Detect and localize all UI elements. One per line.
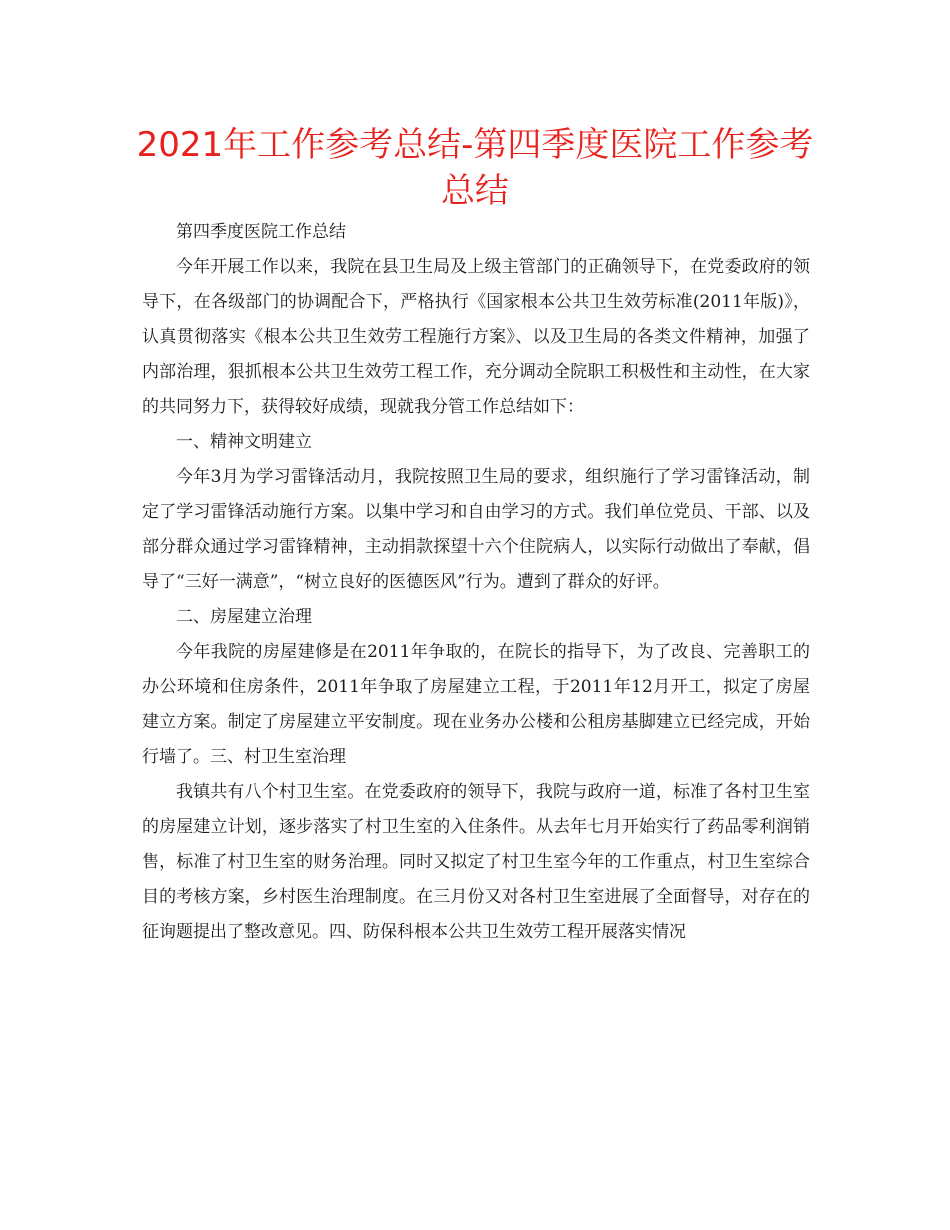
section-heading-quarter-summary: 第四季度医院工作总结 [176,222,346,242]
section-heading-civilization: 一、精神文明建立 [176,432,312,452]
paragraph-housing: 今年我院的房屋建修是在2011年争取的，在院长的指导下，为了改良、完善职工的办公环境和住房条件，2011年争取了房屋建立工程，于2011年12月开工，拟定了房屋建立方案。制定了房屋建立平安制度。现在业务办公楼和公租房基脚建立已经完成，开始行墙了。三、村卫生室治理 [142,642,810,767]
paragraph-introduction: 今年开展工作以来，我院在县卫生局及上级主管部门的正确领导下，在党委政府的领导下，在各级部门的协调配合下，严格执行《国家根本公共卫生效劳标准(2011年版)》，认真贯彻落实《根本公共卫生效劳工程施行方案》、以及卫生局的各类文件精神，加强了内部治理，狠抓根本公共卫生效劳工程工作，充分调动全院职工积极性和主动性，在大家的共同努力下，获得较好成绩，现就我分管工作总结如下： [142,257,810,417]
section-heading-housing: 二、房屋建立治理 [176,607,312,627]
paragraph-village-clinics: 我镇共有八个村卫生室。在党委政府的领导下，我院与政府一道，标准了各村卫生室的房屋建立计划，逐步落实了村卫生室的入住条件。从去年七月开始实行了药品零利润销售，标准了村卫生室的财务治理。同时又拟定了村卫生室今年的工作重点，村卫生室综合目的考核方案，乡村医生治理制度。在三月份又对各村卫生室进展了全面督导，对存在的征询题提出了整改意见。四、防保科根本公共卫生效劳工程开展落实情况 [142,782,810,942]
document-title: 2021年工作参考总结-第四季度医院工作参考总结 [136,125,814,211]
paragraph-civilization: 今年3月为学习雷锋活动月，我院按照卫生局的要求，组织施行了学习雷锋活动，制定了学习雷锋活动施行方案。以集中学习和自由学习的方式。我们单位党员、干部、以及部分群众通过学习雷锋精神，主动捐款探望十六个住院病人，以实际行动做出了奉献，倡导了“三好一满意”，“树立良好的医德医风”行为。遭到了群众的好评。 [142,467,810,592]
document-body [142,215,810,950]
